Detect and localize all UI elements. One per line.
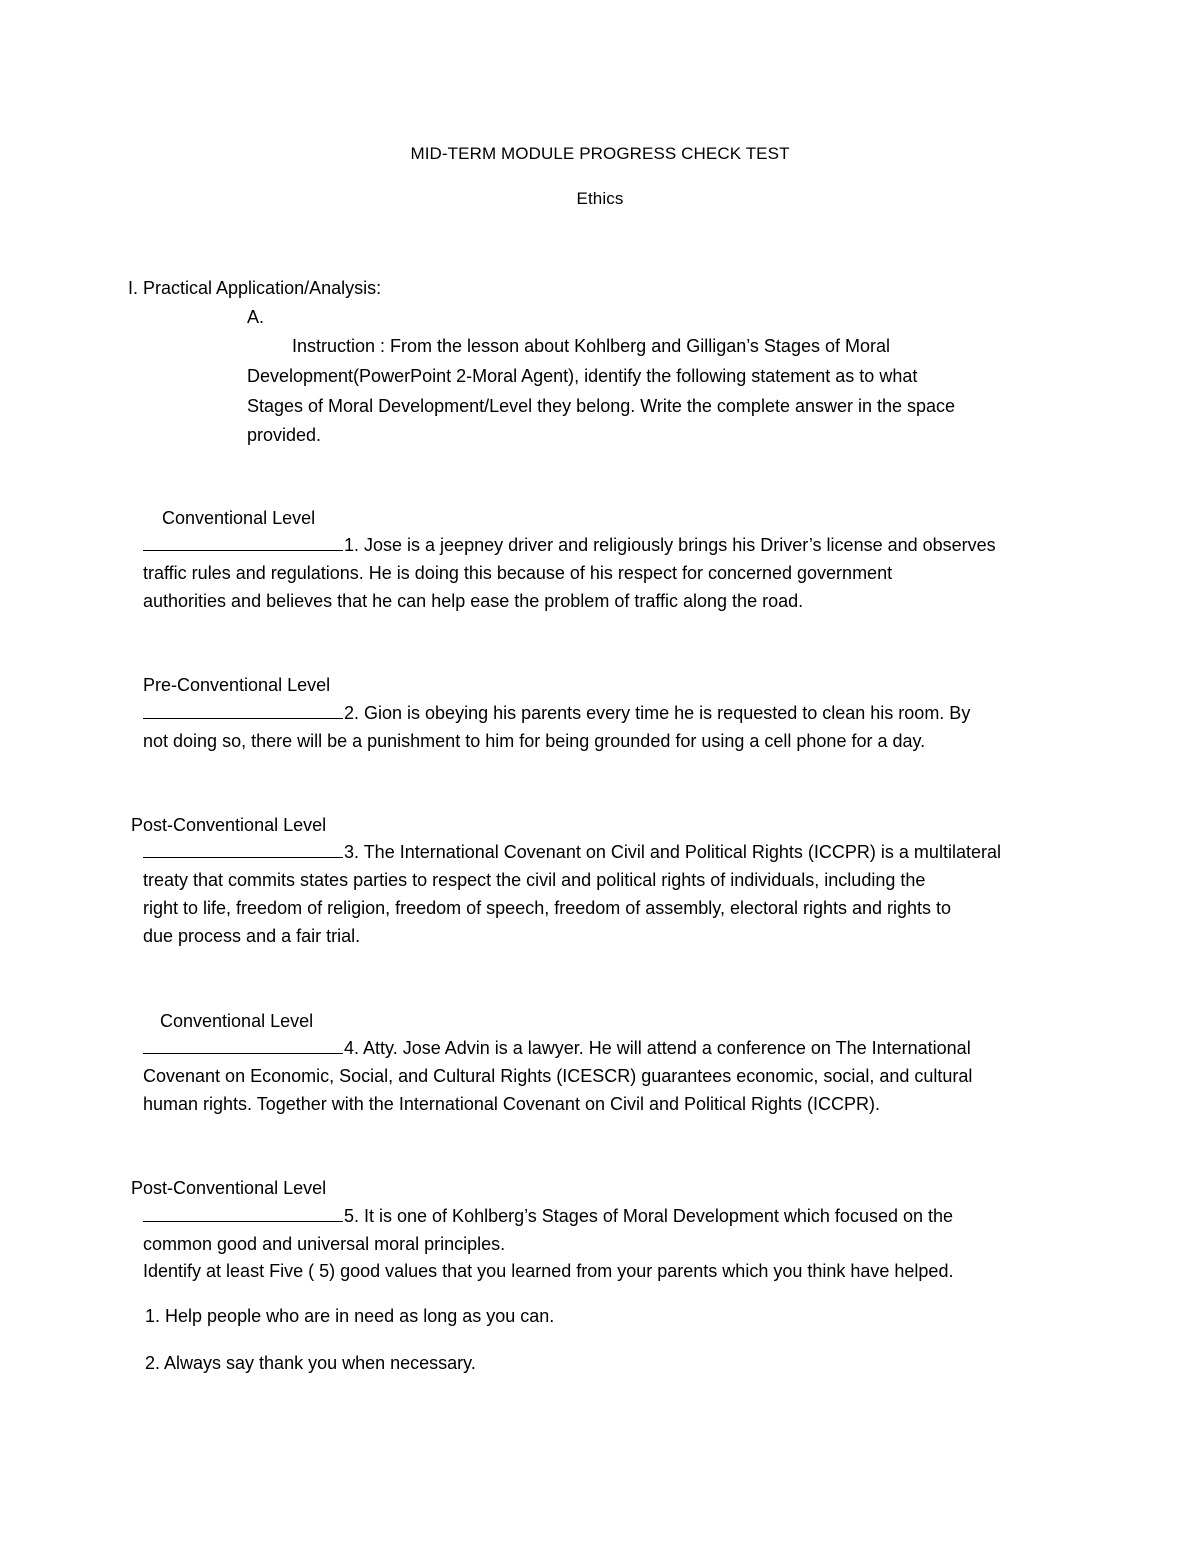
question-first-line <box>143 1034 971 1062</box>
question-text: 1. Jose is a jeepney driver and religiously brings his Driver’s license and observes <box>344 535 996 555</box>
question-first-line <box>143 699 970 727</box>
answer-text: Pre-Conventional Level <box>143 675 331 695</box>
values-answer: 1. Help people who are in need as long as you can. <box>145 1306 555 1326</box>
section-heading: I. Practical Application/Analysis: <box>128 278 382 298</box>
question-text: common good and universal moral principles. <box>143 1234 506 1254</box>
values-answer: 2. Always say thank you when necessary. <box>145 1353 476 1373</box>
instruction-line: Development(PowerPoint 2-Moral Agent), identify the following statement as to what <box>247 366 918 386</box>
answer-text: Post-Conventional Level <box>131 815 327 835</box>
part-label: A. <box>247 307 265 327</box>
question-first-line <box>143 531 996 559</box>
question-text: 3. The International Covenant on Civil and Political Rights (ICCPR) is a multilateral <box>344 842 1001 862</box>
values-prompt: Identify at least Five ( 5) good values that you learned from your parents which you think have helped. <box>143 1261 954 1281</box>
question-text: authorities and believes that he can help ease the problem of traffic along the road. <box>143 591 804 611</box>
question-text: not doing so, there will be a punishment to him for being grounded for using a cell phone for a day. <box>143 731 926 751</box>
answer-text: Post-Conventional Level <box>131 1178 327 1198</box>
answer-blank-line <box>143 1035 343 1054</box>
question-text: Covenant on Economic, Social, and Cultural Rights (ICESCR) guarantees economic, social, and cultural <box>143 1066 973 1086</box>
instruction-line: provided. <box>247 425 322 445</box>
answer-blank-line <box>143 839 343 858</box>
question-text: human rights. Together with the International Covenant on Civil and Political Rights (ICCPR). <box>143 1094 881 1114</box>
subject-title: Ethics <box>576 189 624 208</box>
instruction-line: Instruction : From the lesson about Kohlberg and Gilligan’s Stages of Moral <box>292 336 890 356</box>
answer-blank-line <box>143 1203 343 1222</box>
question-text: 5. It is one of Kohlberg’s Stages of Moral Development which focused on the <box>344 1206 954 1226</box>
answer-blank-line <box>143 700 343 719</box>
question-first-line <box>143 838 1001 866</box>
question-first-line <box>143 1202 953 1230</box>
document-title: MID-TERM MODULE PROGRESS CHECK TEST <box>410 144 790 163</box>
question-text: due process and a fair trial. <box>143 926 361 946</box>
answer-text: Conventional Level <box>160 1011 314 1031</box>
answer-blank-line <box>143 532 343 551</box>
question-text: traffic rules and regulations. He is doing this because of his respect for concerned government <box>143 563 893 583</box>
question-text: 2. Gion is obeying his parents every time he is requested to clean his room. By <box>344 703 971 723</box>
question-text: right to life, freedom of religion, freedom of speech, freedom of assembly, electoral rights and rights to <box>143 898 952 918</box>
instruction-line: Stages of Moral Development/Level they belong. Write the complete answer in the space <box>247 396 956 416</box>
question-text: 4. Atty. Jose Advin is a lawyer. He will attend a conference on The International <box>344 1038 971 1058</box>
question-text: treaty that commits states parties to respect the civil and political rights of individuals, including the <box>143 870 926 890</box>
answer-text: Conventional Level <box>162 508 316 528</box>
